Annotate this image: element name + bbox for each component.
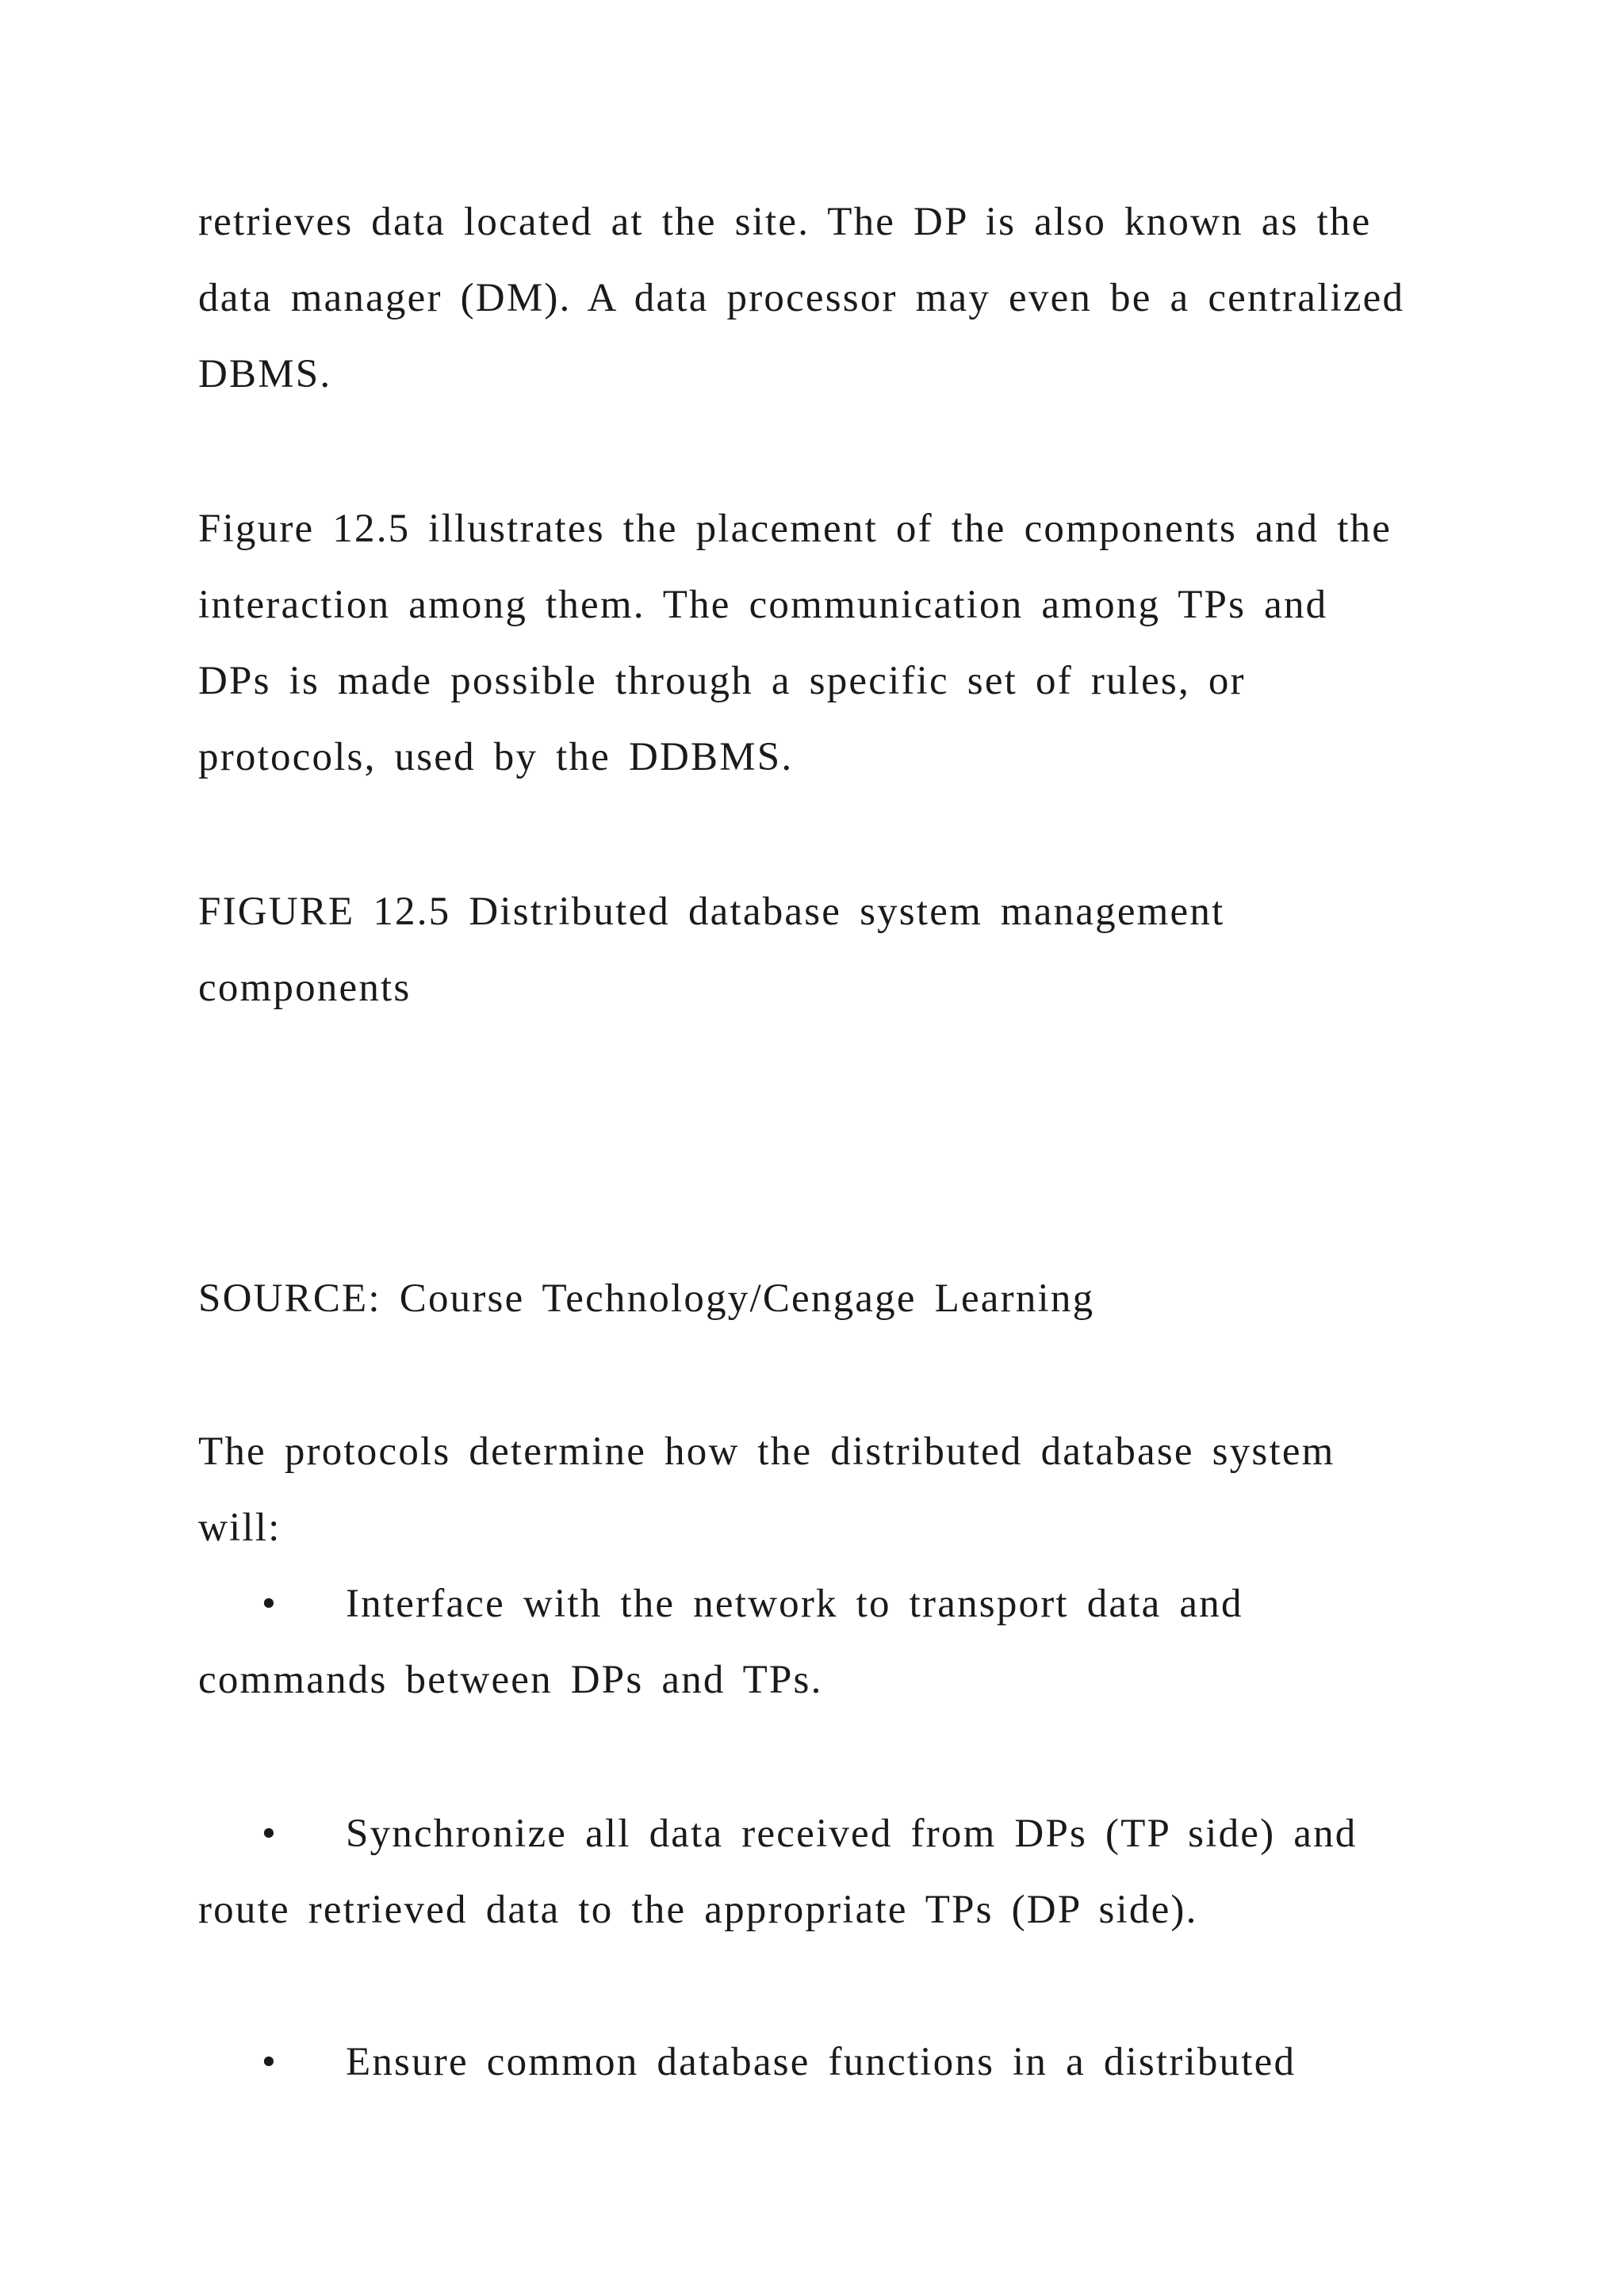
paragraph-2-line-1: Figure 12.5 illustrates the placement of the components and the	[198, 507, 1392, 551]
figure-source-line: SOURCE: Course Technology/Cengage Learning	[198, 1276, 1095, 1321]
paragraph-2-line-3: DPs is made possible through a specific set of rules, or	[198, 659, 1246, 703]
figure-caption-line-1: FIGURE 12.5 Distributed database system management	[198, 890, 1225, 934]
bullet-2-line-2: route retrieved data to the appropriate TPs (DP side).	[198, 1888, 1198, 1932]
figure-caption-line-2: components	[198, 966, 412, 1010]
bullet-1-line-2: commands between DPs and TPs.	[198, 1658, 823, 1702]
bullet-marker-1: •	[262, 1582, 276, 1626]
paragraph-2-line-2: interaction among them. The communication among TPs and	[198, 583, 1328, 627]
bullet-marker-3: •	[262, 2040, 276, 2084]
bullet-1-line-1: Interface with the network to transport data and	[346, 1582, 1243, 1626]
paragraph-2-line-4: protocols, used by the DDBMS.	[198, 735, 794, 779]
bullet-marker-2: •	[262, 1812, 276, 1856]
paragraph-3-line-2: will:	[198, 1506, 282, 1550]
paragraph-1-line-1: retrieves data located at the site. The DP is also known as the	[198, 200, 1372, 244]
bullet-3-line-1: Ensure common database functions in a distributed	[346, 2040, 1297, 2084]
paragraph-1-line-3: DBMS.	[198, 352, 332, 396]
paragraph-3-line-1: The protocols determine how the distributed database system	[198, 1429, 1335, 1474]
bullet-2-line-1: Synchronize all data received from DPs (TP side) and	[346, 1812, 1358, 1856]
paragraph-1-line-2: data manager (DM). A data processor may even be a centralized	[198, 276, 1405, 320]
